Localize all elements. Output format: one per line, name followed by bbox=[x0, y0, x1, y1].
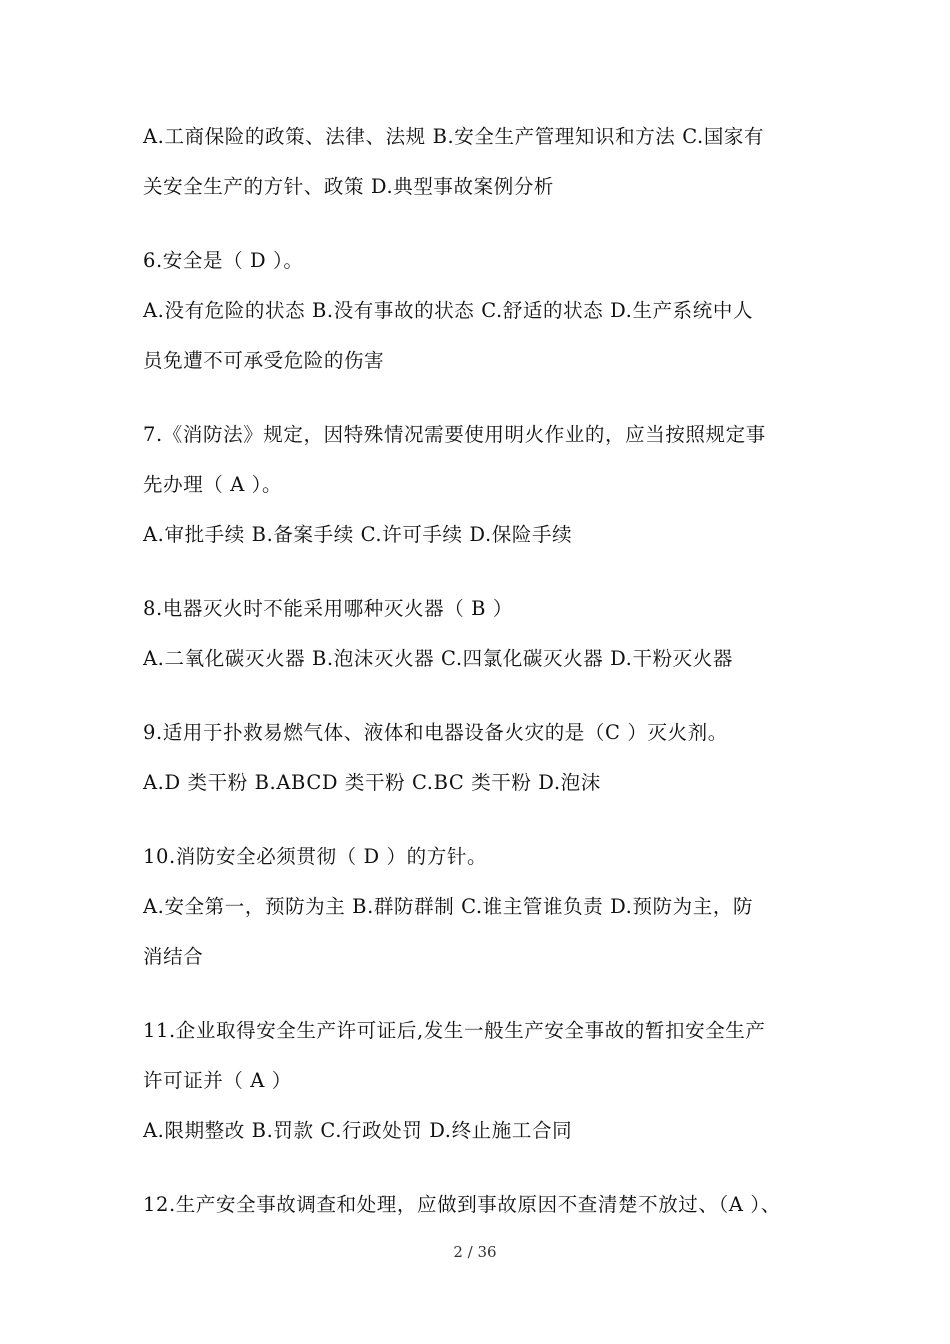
question-text: 9.适用于扑救易燃气体、液体和电器设备火灾的是（C ）灭火剂。 bbox=[143, 721, 728, 744]
options-text: A.审批手续 B.备案手续 C.许可手续 D.保险手续 bbox=[143, 523, 573, 546]
options-text: A.限期整改 B.罚款 C.行政处罚 D.终止施工合同 bbox=[143, 1119, 573, 1142]
text-line: A.工商保险的政策、法律、法规 B.安全生产管理知识和方法 C.国家有 bbox=[143, 125, 765, 148]
question-7-block bbox=[143, 410, 823, 560]
options-text: 员免遭不可承受危险的伤害 bbox=[143, 349, 385, 372]
options-text: A.D 类干粉 B.ABCD 类干粉 C.BC 类干粉 D.泡沫 bbox=[143, 771, 601, 794]
question-text: 6.安全是（ D ）。 bbox=[143, 249, 304, 272]
question-text: 先办理（ A ）。 bbox=[143, 473, 283, 496]
options-text: 消结合 bbox=[143, 945, 204, 968]
question-9-block bbox=[143, 708, 823, 808]
question-text: 12.生产安全事故调查和处理，应做到事故原因不查清楚不放过、（A ）、 bbox=[143, 1193, 781, 1216]
page-number: 2 / 36 bbox=[453, 1243, 497, 1261]
options-text: A.二氧化碳灭火器 B.泡沫灭火器 C.四氯化碳灭火器 D.干粉灭火器 bbox=[143, 647, 733, 670]
question-10-block bbox=[143, 832, 823, 982]
question-5-options-block bbox=[143, 112, 823, 212]
question-text: 7.《消防法》规定，因特殊情况需要使用明火作业的，应当按照规定事 bbox=[143, 423, 766, 446]
question-text: 8.电器灭火时不能采用哪种灭火器（ B ） bbox=[143, 597, 513, 620]
question-text: 11.企业取得安全生产许可证后,发生一般生产安全事故的暂扣安全生产 bbox=[143, 1019, 766, 1042]
question-text: 10.消防安全必须贯彻（ D ）的方针。 bbox=[143, 845, 488, 868]
options-text: A.没有危险的状态 B.没有事故的状态 C.舒适的状态 D.生产系统中人 bbox=[143, 299, 754, 322]
question-12-block bbox=[143, 1180, 823, 1230]
question-text: 许可证并（ A ） bbox=[143, 1069, 292, 1092]
question-8-block bbox=[143, 584, 823, 684]
question-11-block bbox=[143, 1006, 823, 1156]
text-line: 关安全生产的方针、政策 D.典型事故案例分析 bbox=[143, 175, 555, 198]
question-6-block bbox=[143, 236, 823, 386]
document-body bbox=[143, 112, 823, 1230]
options-text: A.安全第一，预防为主 B.群防群制 C.谁主管谁负责 D.预防为主，防 bbox=[143, 895, 754, 918]
